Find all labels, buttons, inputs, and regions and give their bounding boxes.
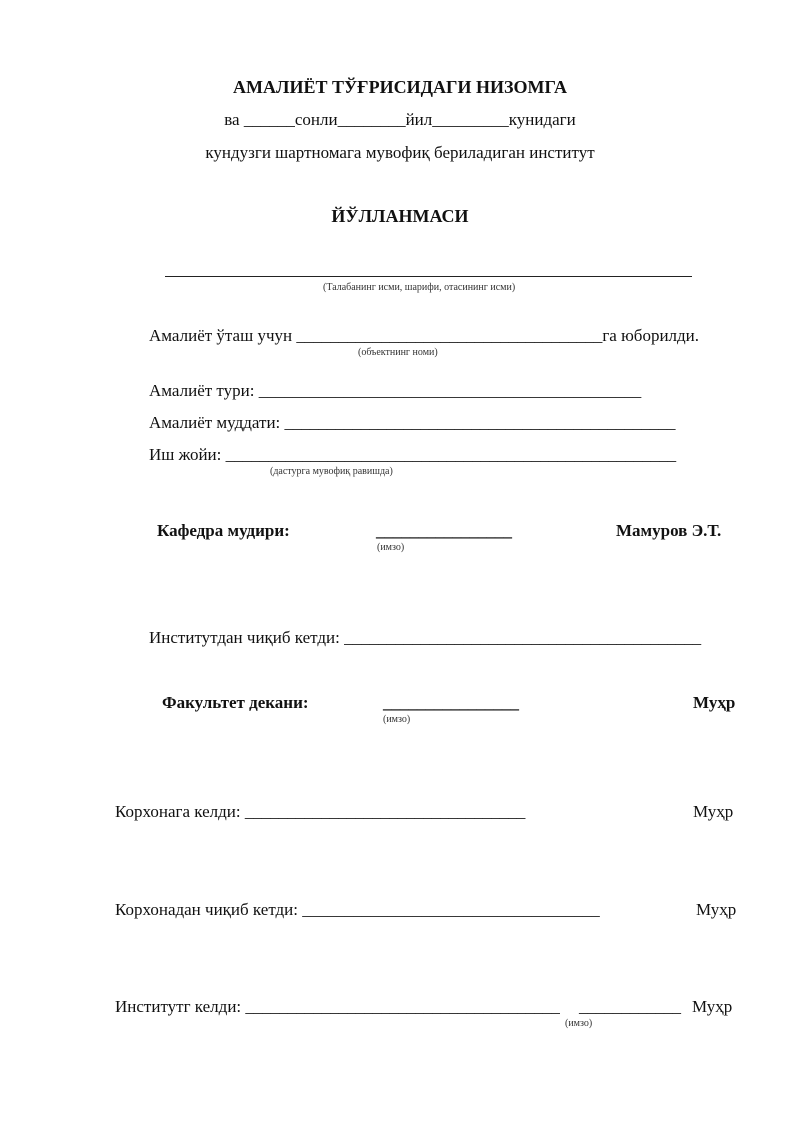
object-name-caption: (объектнинг номи): [358, 347, 438, 358]
document-title: ЙЎЛЛАНМАСИ: [331, 206, 469, 226]
header-line-number-date: ва ______сонли________йил_________кунидаги: [224, 110, 576, 129]
dean-signature-caption: (имзо): [383, 714, 411, 725]
student-name-caption: (Талабанинг исми, шарифи, отасининг исми): [323, 282, 516, 293]
head-of-department-signature-line[interactable]: ________________: [376, 521, 512, 540]
arrived-institute-signature-line[interactable]: ____________: [579, 997, 681, 1016]
header-line-contract: кундузги шартномага мувофиқ бериладиган институт: [205, 143, 595, 162]
left-company-field[interactable]: Корхонадан чиқиб кетди: ___________________________________: [115, 900, 600, 919]
practice-type-field[interactable]: Амалиёт тури: _____________________________________________: [149, 381, 642, 400]
dean-stamp-label: Муҳр: [693, 693, 736, 712]
practice-purpose-field[interactable]: Амалиёт ўташ учун ____________________________________га юборилди.: [149, 326, 700, 345]
arrived-company-stamp: Муҳр: [693, 802, 734, 821]
dean-signature-line[interactable]: ________________: [383, 693, 519, 712]
workplace-caption: (дастурга мувофиқ равишда): [270, 466, 393, 477]
student-name-line[interactable]: [165, 276, 692, 277]
left-institute-field[interactable]: Институтдан чиқиб кетди: __________________________________________: [149, 628, 702, 647]
left-company-stamp: Муҳр: [696, 900, 737, 919]
arrived-institute-signature-caption: (имзо): [565, 1018, 593, 1029]
head-of-department-name: Мамуров Э.Т.: [616, 521, 722, 540]
arrived-institute-field[interactable]: Институтг келди: _____________________________________: [115, 997, 560, 1016]
workplace-field[interactable]: Иш жойи: _____________________________________________________: [149, 445, 677, 464]
head-of-department-label: Кафедра мудири:: [157, 521, 290, 540]
arrived-institute-stamp: Муҳр: [692, 997, 733, 1016]
dean-label: Факультет декани:: [162, 693, 309, 712]
practice-duration-field[interactable]: Амалиёт муддати: ______________________________________________: [149, 413, 676, 432]
head-of-department-signature-caption: (имзо): [377, 542, 405, 553]
header-title: АМАЛИЁТ ТЎҒРИСИДАГИ НИЗОМГА: [233, 77, 567, 97]
arrived-company-field[interactable]: Корхонага келди: _________________________________: [115, 802, 526, 821]
